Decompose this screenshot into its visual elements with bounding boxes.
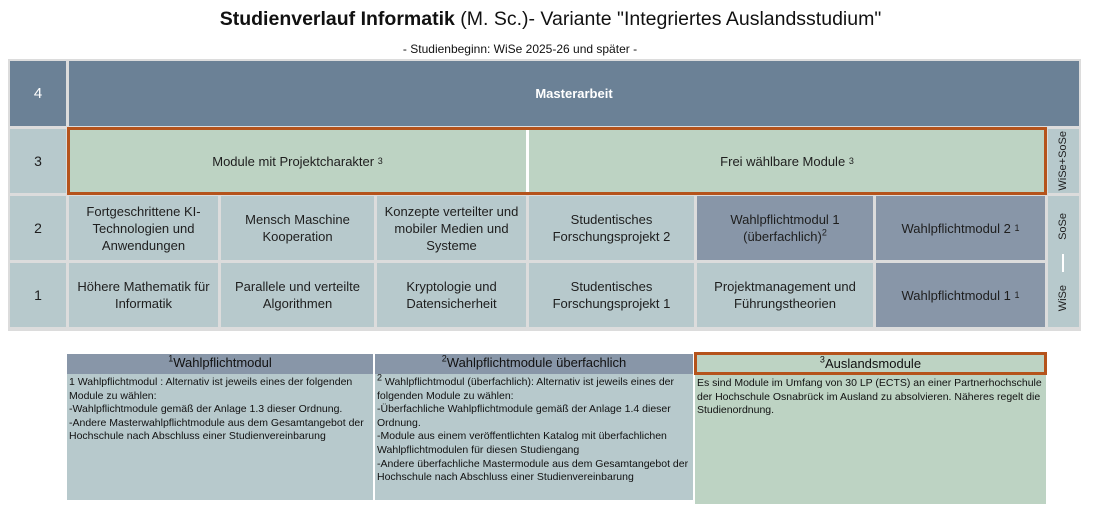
legend-ausland-body (695, 375, 1046, 504)
row3-term-label (1048, 129, 1079, 193)
legend-ueberfachlich-sup: 2 (441, 353, 447, 364)
legend-wahlpflicht-title: Wahlpflichtmodul (173, 355, 272, 370)
semester-1-label: 1 (10, 263, 66, 327)
module-forschungsprojekt-1: Studentisches Forschungsprojekt 1 (529, 263, 694, 327)
legend-ueberfachlich-body-sup: 2 (377, 372, 383, 383)
module-masterarbeit: Masterarbeit (69, 61, 1079, 126)
legend-ueberfachlich-line: Wahlpflichtmodul (überfachlich): Alternativ ist jeweils eines der folgenden Module zu wählen: (377, 376, 675, 402)
row1-term-label (1048, 270, 1079, 327)
wahl-uf-sup: 2 (821, 227, 827, 238)
wahl-uf-line2: (überfachlich) (743, 229, 822, 244)
module-wahlpflicht-1: Wahlpflichtmodul 1 1 (876, 263, 1045, 327)
row2-term-label (1048, 196, 1079, 256)
module-hoehere-mathematik: Höhere Mathematik für Informatik (69, 263, 218, 327)
legend-ausland-sup: 3 (819, 354, 825, 365)
legend-ausland-header (694, 352, 1047, 375)
module-verteilte-medien: Konzepte verteilter und mobiler Medien und Systeme (377, 196, 526, 260)
legend-wahlpflicht-header (67, 354, 373, 374)
module-mensch-maschine: Mensch Maschine Kooperation (221, 196, 374, 260)
row1-term-text: WiSe (1057, 285, 1069, 312)
frei-label: Frei wählbare Module (720, 153, 846, 169)
legend-ueberfachlich-header (375, 354, 693, 374)
legend-ausland-title: Auslandsmodule (824, 356, 922, 371)
semester-3-label: 3 (10, 129, 66, 193)
projekt-label: Module mit Projektcharakter (212, 153, 375, 169)
legend-ueberfachlich-line: -Andere überfachliche Mastermodule aus dem Gesamtangebot der Hochschule nach Abschluss einer Studienvereinbarung (377, 457, 689, 484)
semester-2-label: 2 (10, 196, 66, 260)
module-wahlpflicht-2: Wahlpflichtmodul 2 1 (876, 196, 1045, 260)
row3-term-text: WiSe+SoSe (1057, 131, 1069, 191)
module-forschungsprojekt-2: Studentisches Forschungsprojekt 2 (529, 196, 694, 260)
legend-wahlpflicht-line: -Andere Masterwahlpflichtmodule aus dem Gesamtangebot der Hochschule nach Abschluss einer Studienvereinbarung (69, 416, 364, 443)
term-column-1-2 (1048, 196, 1079, 327)
auslands-highlight-box (67, 127, 1047, 195)
legend-wahlpflicht-sup: 1 (168, 353, 174, 364)
module-parallele-algorithmen: Parallele und verteilte Algorithmen (221, 263, 374, 327)
legend-ueberfachlich-line: -Überfachliche Wahlpflichtmodule gemäß der Anlage 1.4 dieser Ordnung. (377, 403, 671, 429)
legend-ueberfachlich-line: -Module aus einem veröffentlichten Katalog mit überfachlichen Wahlpflichtmodulen für diesen Studiengang (377, 430, 667, 456)
wahl1-label: Wahlpflichtmodul 1 (901, 287, 1011, 303)
legend-wahlpflicht-line: -Wahlpflichtmodule gemäß der Anlage 1.3 dieser Ordnung. (69, 403, 343, 416)
title-bold: Studienverlauf Informatik (219, 8, 455, 30)
legend-ueberfachlich-title: Wahlpflichtmodule überfachlich (446, 355, 627, 370)
module-ki-technologien: Fortgeschrittene KI-Technologien und Anwendungen (69, 196, 218, 260)
module-frei-waehlbar: Frei wählbare Module 3 (720, 153, 854, 169)
module-projektcharakter: Module mit Projektcharakter 3 (212, 153, 383, 169)
wahl-uf-line1: Wahlpflichtmodul 1 (730, 212, 840, 227)
semester-4-label: 4 (10, 61, 66, 126)
module-projektmanagement: Projektmanagement und Führungstheorien (697, 263, 873, 327)
legend-ueberfachlich-body (375, 374, 693, 500)
title-rest: (M. Sc.)- Variante "Integriertes Auslandsstudium" (454, 8, 882, 30)
page-title (0, 7, 1101, 31)
legend-wahlpflicht-body (67, 374, 373, 500)
study-plan-grid (8, 59, 1081, 331)
row2-term-text: SoSe (1057, 212, 1069, 240)
page-subtitle: - Studienbeginn: WiSe 2025-26 und später - (402, 42, 638, 56)
legend-wahlpflicht-line: 1 Wahlpflichtmodul : Alternativ ist jeweils eines der folgenden Module zu wählen: (69, 376, 353, 402)
module-wahlpflicht-ueberfachlich (697, 196, 873, 260)
module-kryptologie: Kryptologie und Datensicherheit (377, 263, 526, 327)
legend-ausland-line: Es sind Module im Umfang von 30 LP (ECTS) an einer Partnerhochschule der Hochschule Osnabrück im Ausland zu absolvieren. Näheres regelt die Studienordnung. (697, 377, 1042, 417)
wahl2-label: Wahlpflichtmodul 2 (901, 220, 1011, 236)
